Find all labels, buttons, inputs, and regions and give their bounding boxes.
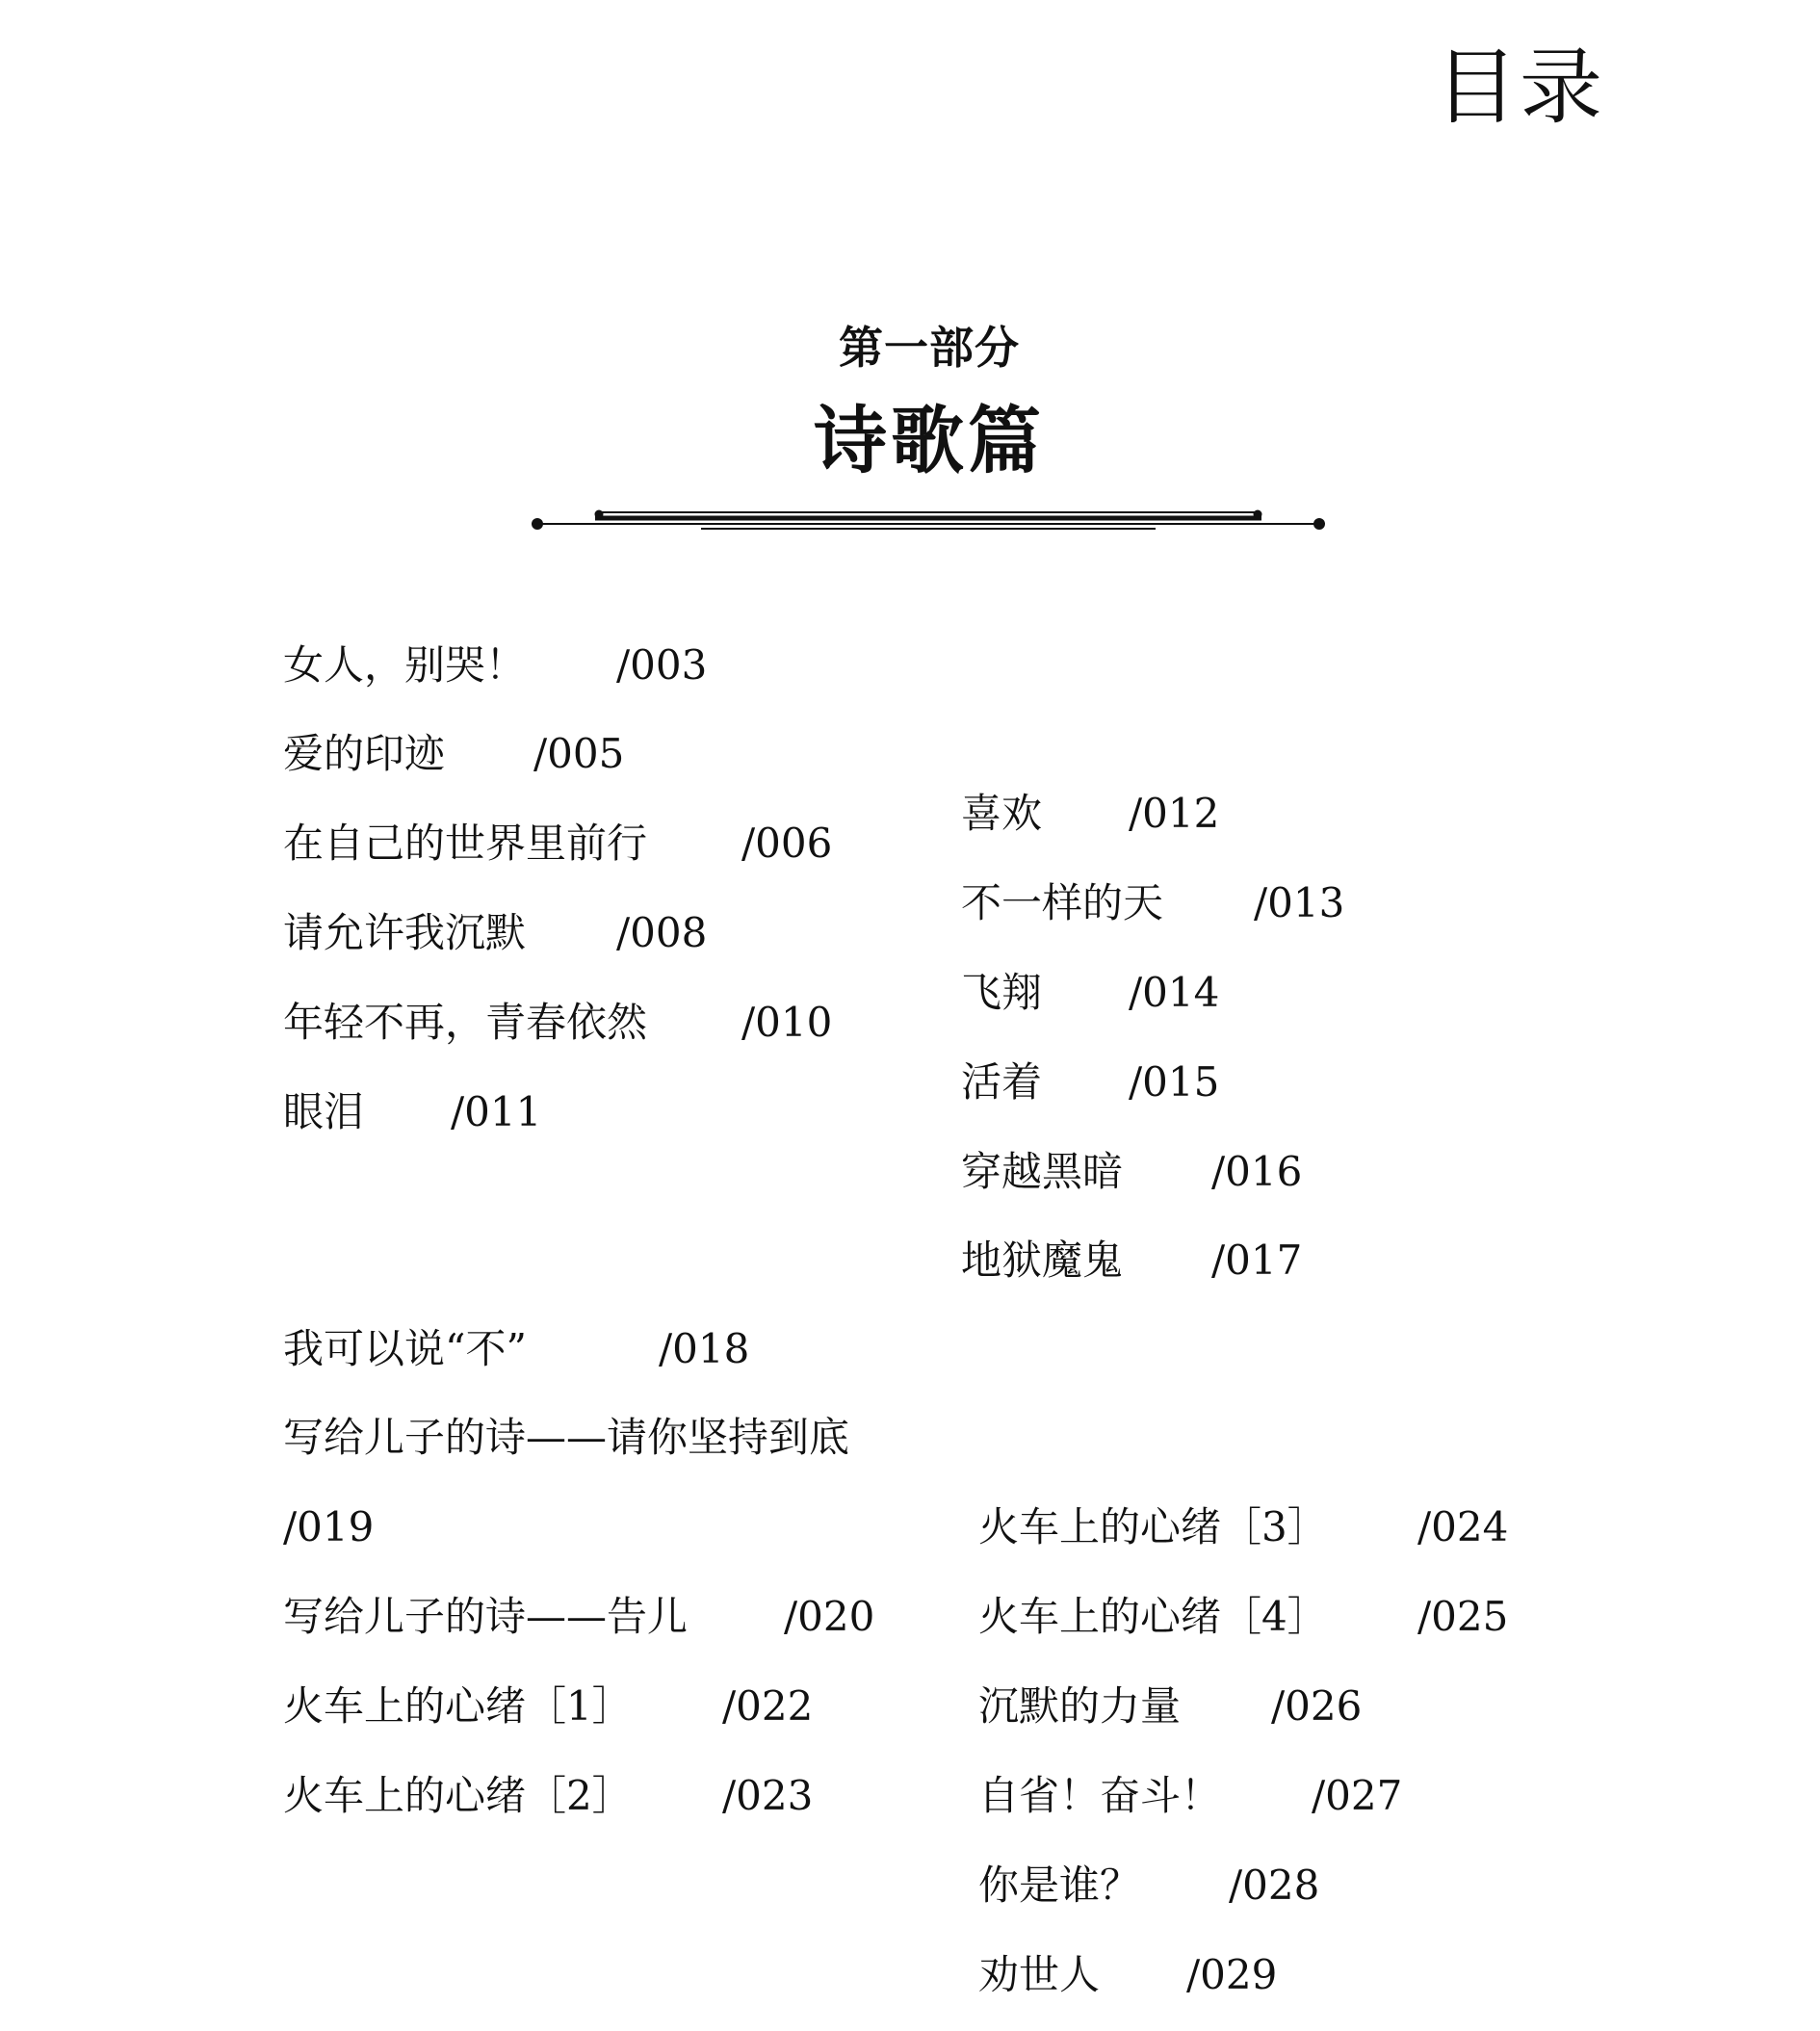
toc-entry-title: 飞翔: [961, 969, 1043, 1016]
toc-entry-page: /029: [1186, 1951, 1278, 1998]
toc-entry-title: 女人，别哭！: [283, 641, 527, 689]
toc-entry-title: 我可以说“不”: [283, 1325, 527, 1372]
toc-entry-page: /008: [616, 909, 708, 956]
toc-entry-title: 年轻不再，青春依然: [283, 999, 648, 1046]
toc-entry-title: 沉默的力量: [978, 1682, 1182, 1730]
toc-entry-title: 写给儿子的诗——请你坚持到底: [283, 1414, 850, 1461]
toc-entry-page: /024: [1417, 1503, 1509, 1550]
toc-entry-title: 火车上的心绪［3］: [978, 1503, 1328, 1550]
toc-entry-page: /022: [722, 1682, 814, 1730]
toc-entry-page: /013: [1254, 879, 1345, 926]
toc-entry-title: 你是谁？: [978, 1862, 1141, 1909]
toc-entry-title: 眼泪: [283, 1088, 365, 1135]
toc-entry-title: 喜欢: [961, 790, 1043, 837]
section-ornament-divider: [528, 501, 1329, 539]
toc-entry-title: 活着: [961, 1058, 1043, 1106]
toc-entry-page: /005: [533, 730, 625, 777]
part-label: 第一部分: [839, 322, 1020, 374]
toc-entry-title: 请允许我沉默: [283, 909, 527, 956]
toc-entry-page: /028: [1229, 1862, 1320, 1909]
toc-entry-page: /018: [659, 1325, 750, 1372]
toc-entry-page: /014: [1129, 969, 1220, 1016]
page-heading: 目录: [1435, 39, 1604, 136]
toc-entry-title: 写给儿子的诗——告儿: [283, 1593, 689, 1640]
toc-entry-title: 穿越黑暗: [961, 1148, 1124, 1195]
part-title: 诗歌篇: [814, 398, 1045, 483]
toc-entry-page: /020: [784, 1593, 875, 1640]
toc-entry-page: /019: [283, 1503, 375, 1550]
toc-entry-page: /023: [722, 1772, 814, 1819]
toc-entry-page: /027: [1312, 1772, 1403, 1819]
toc-entry-title: 爱的印迹: [283, 730, 446, 777]
toc-entry-title: 火车上的心绪［2］: [283, 1772, 633, 1819]
toc-entry-title: 火车上的心绪［4］: [978, 1593, 1328, 1640]
toc-entry-title: 火车上的心绪［1］: [283, 1682, 633, 1730]
toc-entry-page: /017: [1211, 1237, 1303, 1284]
toc-entry-page: /025: [1417, 1593, 1509, 1640]
toc-entry-page: /010: [741, 999, 833, 1046]
toc-entry-page: /011: [451, 1088, 542, 1135]
toc-entry-title: 地狱魔鬼: [961, 1237, 1124, 1284]
toc-entry-title: 自省！奋斗！: [978, 1772, 1222, 1819]
toc-entry-title: 在自己的世界里前行: [283, 820, 648, 867]
toc-entry-page: /012: [1129, 790, 1220, 837]
toc-entry-page: /016: [1211, 1148, 1303, 1195]
toc-entry-title: 不一样的天: [961, 879, 1164, 926]
toc-entry-page: /015: [1129, 1058, 1220, 1106]
toc-entry-page: /026: [1271, 1682, 1363, 1730]
toc-entry-page: /006: [741, 820, 833, 867]
toc-entry-page: /003: [616, 641, 708, 689]
toc-entry-title: 劝世人: [978, 1951, 1101, 1998]
